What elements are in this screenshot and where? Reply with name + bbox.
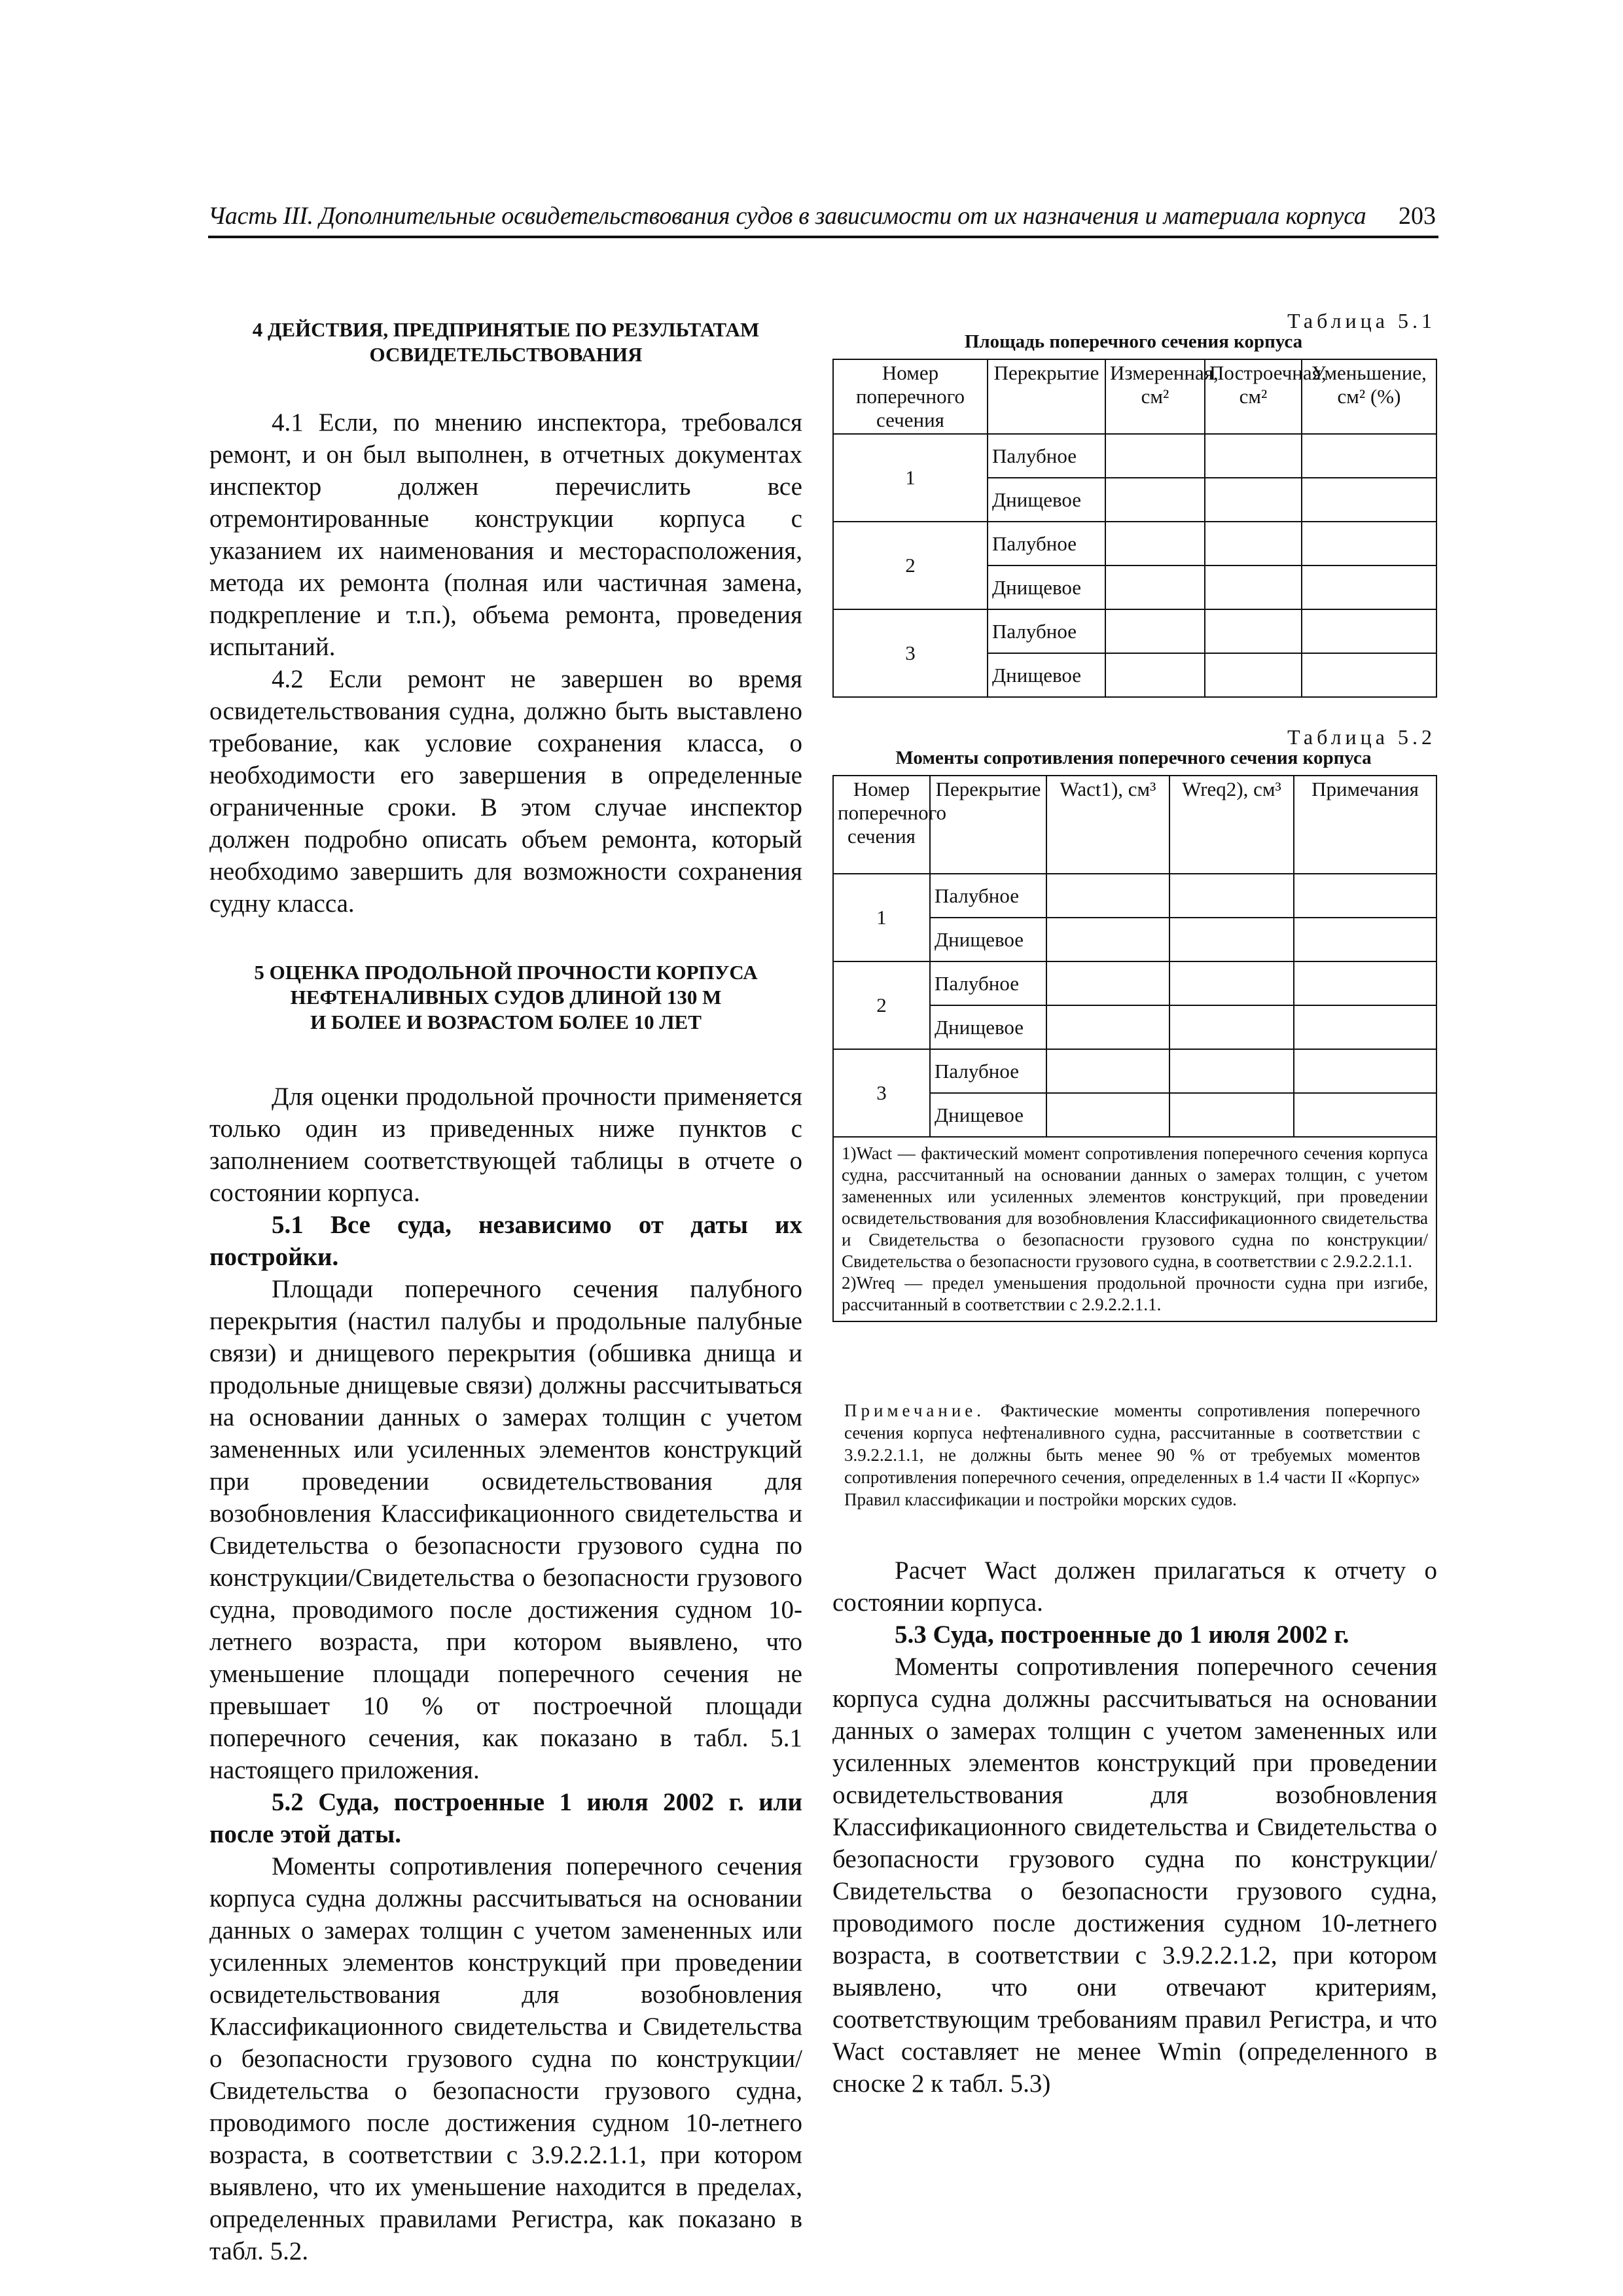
- table-5-1-header-reduction: Уменьшение, см² (%): [1302, 359, 1436, 434]
- table-cell-section: 3: [833, 609, 988, 697]
- note-text: Фактические моменты сопротивления поперечного сечения корпуса нефтеналивного судна, рассчитанные в соответствии с 3.9.2.2.1.1, не должны быть менее 90 % от требуемых моментов сопротивления поперечного сечения, определенных в 1.4 части II «Корпус» Правил классификации и постройки морских судов.: [844, 1401, 1421, 1509]
- page-number: 203: [1399, 202, 1436, 230]
- section-4-heading: 4 ДЕЙСТВИЯ, ПРЕДПРИНЯТЫЕ ПО РЕЗУЛЬТАТАМ ОСВИДЕТЕЛЬСТВОВАНИЯ: [252, 318, 760, 366]
- paragraph-calc: Расчет Wact должен прилагаться к отчету о состоянии корпуса.: [832, 1556, 1437, 1617]
- paragraph-5-1-heading: 5.1 Все суда, независимо от даты их постройки.: [209, 1211, 802, 1271]
- running-header-title: Часть III. Дополнительные освидетельствования судов в зависимости от их назначения и материала корпуса: [208, 202, 1366, 230]
- table-5-2-caption: Таблица 5.2: [1287, 725, 1436, 749]
- table-cell-member: Палубное: [930, 1049, 1046, 1093]
- paragraph-5-2: Моменты сопротивления поперечного сечения корпуса судна должны рассчитываться на основании данных о замерах толщин с учетом замененных или усиленных элементов конструкций при проведении освидетельствования для возобновления Классификационного свидетельства и Свидетельства о безопасности грузового судна по конструкции/Свидетельства о безопасности грузового судна, проводимого после достижения судном 10-летнего возраста, в соответствии с 3.9.2.2.1.1, при котором выявлено, что их уменьшение находится в пределах, определенных правилами Регистра, как показано в табл. 5.2.: [209, 1852, 802, 2265]
- paragraph-5-3-heading: 5.3 Суда, построенные до 1 июля 2002 г.: [895, 1621, 1349, 1649]
- table-row: [833, 874, 1436, 918]
- paragraph-5-intro: Для оценки продольной прочности применяется только один из приведенных ниже пунктов с заполнением соответствующей таблицы в отчете о состоянии корпуса.: [209, 1083, 802, 1207]
- table-cell-member: Палубное: [988, 434, 1105, 478]
- paragraph-4-2: 4.2 Если ремонт не завершен во время освидетельствования судна, должно быть выставлено требование, как условие сохранения класса, о необходимости его завершения в определенные ограниченные сроки. В этом случае инспектор должен подробно описать объем ремонта, который необходимо завершить для возможности сохранения судну класса.: [209, 665, 802, 918]
- table-cell-member: Днищевое: [988, 478, 1105, 522]
- footnote-2: 2)Wreq — предел уменьшения продольной прочности судна при изгибе, рассчитанный в соответствии с 2.9.2.2.1.1.: [842, 1273, 1428, 1314]
- table-row: [833, 961, 1436, 1005]
- table-5-2-header-wreq: Wreq2), см³: [1169, 776, 1294, 874]
- paragraph-5-1: Площади поперечного сечения палубного перекрытия (настил палубы и продольные палубные связи) и днищевого перекрытия (обшивка днища и продольные днищевые связи) должны рассчитываться на основании данных о замерах толщин с учетом замененных или усиленных элементов конструкций при проведении освидетельствования для возобновления Классификационного свидетельства и Свидетельства о безопасности грузового судна по конструкции/Свидетельства о безопасности грузового судна, проводимого после достижения судном 10-летнего возраста, при котором выявлено, что уменьшение площади поперечного сечения не превышает 10 % от построечной площади поперечного сечения, как показано в табл. 5.1 настоящего приложения.: [209, 1275, 802, 1784]
- table-5-1-header-section: Номер поперечного сечения: [833, 359, 988, 434]
- table-note: [844, 1399, 1420, 1511]
- table-5-2-title: Моменты сопротивления поперечного сечения корпуса: [895, 747, 1372, 768]
- table-footnotes-row: [833, 1137, 1436, 1321]
- table-cell-member: Палубное: [988, 522, 1105, 565]
- table-cell-member: Палубное: [930, 961, 1046, 1005]
- table-5-1-header-measured: Измеренная, см²: [1105, 359, 1205, 434]
- table-cell-member: Палубное: [988, 609, 1105, 653]
- left-column: [209, 317, 802, 2267]
- note-label: Примечание.: [844, 1401, 986, 1420]
- table-cell-section: 3: [833, 1049, 930, 1137]
- paragraph-5-3: Моменты сопротивления поперечного сечения корпуса судна должны рассчитываться на основании данных о замерах толщин с учетом замененных или усиленных элементов конструкций при проведении освидетельствования для возобновления Классификационного свидетельства и Свидетельства о безопасности грузового судна по конструкции/Свидетельства о безопасности грузового судна, проводимого после достижения судном 10-летнего возраста, в соответствии с 3.9.2.2.1.2, при котором выявлено, что они отвечают критериям, соответствующим требованиям правил Регистра, и что Wact составляет не менее Wmin (определенного в сноске 2 к табл. 5.3): [832, 1653, 1437, 2098]
- table-cell-section: 2: [833, 961, 930, 1049]
- table-cell-member: Днищевое: [930, 1005, 1046, 1049]
- paragraph-5-2-heading: 5.2 Суда, построенные 1 июля 2002 г. или после этой даты.: [209, 1788, 802, 1848]
- table-cell-member: Палубное: [930, 874, 1046, 918]
- table-row: [833, 434, 1436, 478]
- table-5-2-header-section: Номер поперечного сечения: [833, 776, 930, 874]
- table-cell-section: 2: [833, 522, 988, 609]
- table-cell-member: Днищевое: [988, 653, 1105, 697]
- table-cell-member: Днищевое: [930, 918, 1046, 961]
- table-cell-member: Днищевое: [930, 1093, 1046, 1137]
- footnote-1: 1)Wact — фактический момент сопротивления поперечного сечения корпуса судна, рассчитанный на основании данных о замерах толщин, с учетом замененных или усиленных элементов конструкций, при проведении освидетельствования для возобновления Классификационного свидетельства и Свидетельства о безопасности грузового судна по конструкции/Свидетельства о безопасности грузового судна, в соответствии с 2.9.2.2.1.1.: [842, 1143, 1428, 1271]
- table-cell-section: 1: [833, 874, 930, 961]
- table-row: [833, 609, 1436, 653]
- running-header: [208, 196, 1438, 238]
- section-5-heading: 5 ОЦЕНКА ПРОДОЛЬНОЙ ПРОЧНОСТИ КОРПУСА НЕФТЕНАЛИВНЫХ СУДОВ ДЛИНОЙ 130 М И БОЛЕЕ И ВОЗРАСТОМ БОЛЕЕ 10 ЛЕТ: [254, 961, 758, 1033]
- table-5-2-header-notes: Примечания: [1294, 776, 1436, 874]
- table-5-2-header-member: Перекрытие: [930, 776, 1046, 874]
- table-cell-section: 1: [833, 434, 988, 522]
- table-cell-member: Днищевое: [988, 565, 1105, 609]
- table-5-1-header-asbuilt: Построечная, см²: [1205, 359, 1302, 434]
- table-5-2: [832, 775, 1437, 1322]
- table-row: [833, 1049, 1436, 1093]
- table-5-1-caption: Таблица 5.1: [1287, 309, 1436, 332]
- table-5-1-header-member: Перекрытие: [988, 359, 1105, 434]
- table-5-1: [832, 359, 1437, 698]
- right-column: [832, 1554, 1437, 2100]
- table-row: [833, 522, 1436, 565]
- paragraph-4-1: 4.1 Если, по мнению инспектора, требовался ремонт, и он был выполнен, в отчетных документах инспектор должен перечислить все отремонтированные конструкции корпуса с указанием их наименования и месторасположения, метода их ремонта (полная или частичная замена, подкрепление и т.п.), объема ремонта, проведения испытаний.: [209, 408, 802, 661]
- table-5-2-header-wact: Wact1), см³: [1046, 776, 1169, 874]
- table-5-1-title: Площадь поперечного сечения корпуса: [964, 331, 1303, 352]
